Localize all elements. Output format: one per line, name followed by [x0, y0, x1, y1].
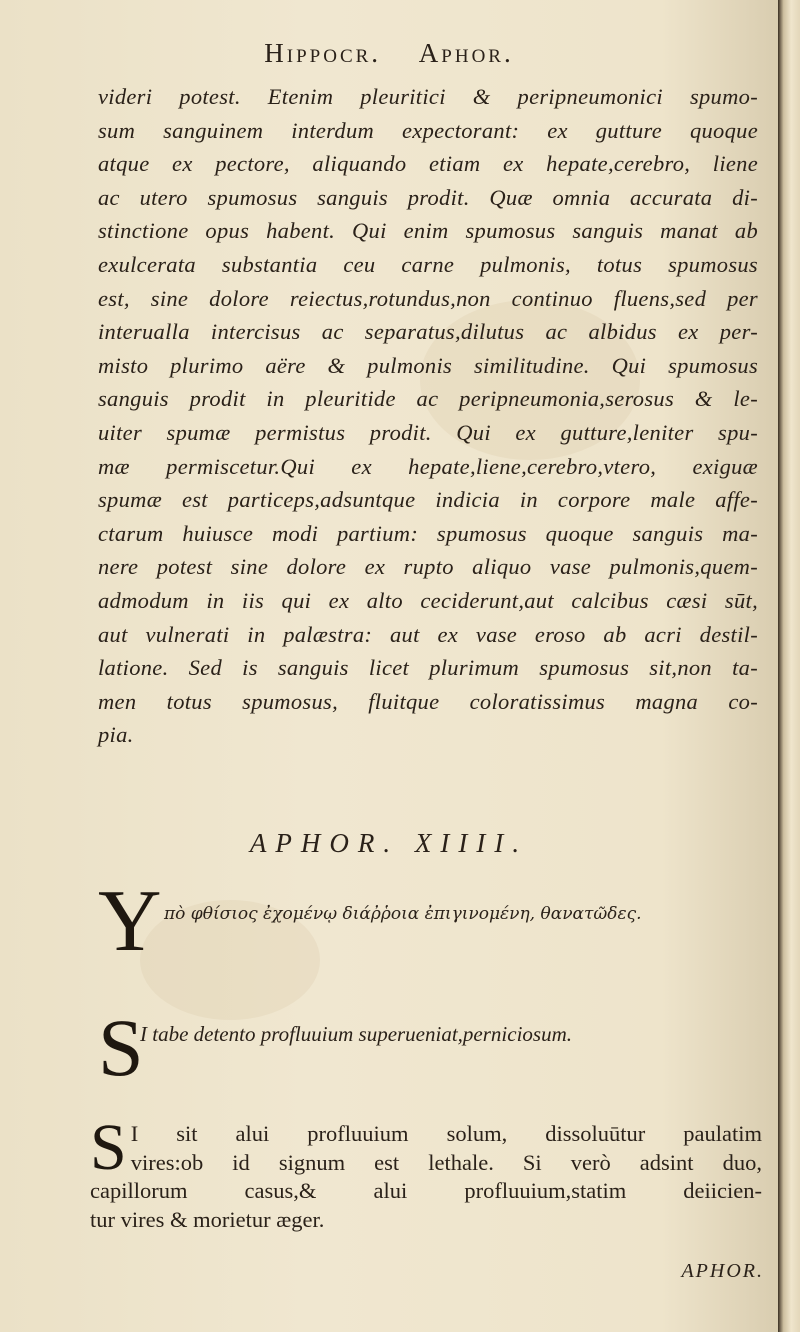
header-left: Hippocr.: [264, 38, 382, 68]
running-header: [0, 38, 778, 69]
text-line: men totus spumosus, fluitque coloratissimus magna co-: [98, 688, 758, 714]
text-line: ac utero spumosus sanguis prodit. Quæ omnia accurata di-: [98, 184, 758, 210]
commentary-paragraph: [98, 80, 758, 752]
text-line: admodum in iis qui ex alto ceciderunt,aut calcibus cæsi sūt,: [98, 587, 758, 613]
aphorism-commentary: [90, 1111, 762, 1234]
text-line: exulcerata substantia ceu carne pulmonis, totus spumosus: [98, 251, 758, 277]
text-line: videri potest. Etenim pleuritici & peripneumonici spumo-: [98, 84, 758, 109]
text-line: mæ permiscetur.Qui ex hepate,liene,cerebro,vtero, exiguæ: [98, 453, 758, 479]
latin-drop-cap: S: [98, 1002, 144, 1093]
text-line: est, sine dolore reiectus,rotundus,non continuo fluens,sed per: [98, 285, 758, 311]
aphorism-title: APHOR. XIIII.: [249, 828, 529, 858]
text-line: vires:ob id signum est lethale. Si verò adsint duo,: [130, 1149, 762, 1175]
commentary-drop-cap: S: [90, 1111, 127, 1184]
text-line: aut vulnerati in palæstra: aut ex vase eroso ab acri destil-: [98, 621, 758, 647]
text-line: spumæ est particeps,adsuntque indicia in corpore male affe-: [98, 487, 758, 513]
greek-drop-cap: Υ: [98, 873, 162, 970]
text-line: interualla intercisus ac separatus,dilutus ac albidus ex per-: [98, 319, 758, 345]
greek-aphorism: [98, 873, 758, 972]
text-line: tur vires & morietur æger.: [90, 1206, 325, 1232]
text-line: capillorum casus,& alui profluuium,statim deiicien-: [90, 1178, 762, 1203]
latin-aphorism: [98, 1002, 758, 1093]
text-line: stinctione opus habent. Qui enim spumosus sanguis manat ab: [98, 218, 758, 244]
text-line: nere potest sine dolore ex rupto aliquo vase pulmonis,quem-: [98, 554, 758, 580]
text-line: atque ex pectore, aliquando etiam ex hepate,cerebro, liene: [98, 151, 758, 177]
text-line: ctarum huiusce modi partium: spumosus quoque sanguis ma-: [98, 520, 758, 546]
text-line: misto plurimo aëre & pulmonis similitudine. Qui spumosus: [98, 352, 758, 378]
text-line: I sit alui profluuium solum, dissoluūtur paulatim: [130, 1121, 762, 1146]
text-line: pia.: [98, 722, 134, 748]
catchword: APHOR.: [681, 1260, 764, 1282]
greek-text: πὸ φθίσιος ἐχομένῳ διάῤῥοια ἐπιγινομένη, θανατῶδες.: [164, 904, 642, 924]
page-edge: [778, 0, 800, 1332]
latin-text: I tabe detento profluuium superueniat,perniciosum.: [140, 1022, 572, 1046]
text-line: sum sanguinem interdum expectorant: ex gutture quoque: [98, 117, 758, 143]
header-right: Aphor.: [418, 38, 514, 68]
text-line: latione. Sed is sanguis licet plurimum spumosus sit,non ta-: [98, 655, 758, 681]
text-line: sanguis prodit in pleuritide ac peripneumonia,serosus & le-: [98, 386, 758, 412]
text-line: uiter spumæ permistus prodit. Qui ex gutture,leniter spu-: [98, 419, 758, 445]
